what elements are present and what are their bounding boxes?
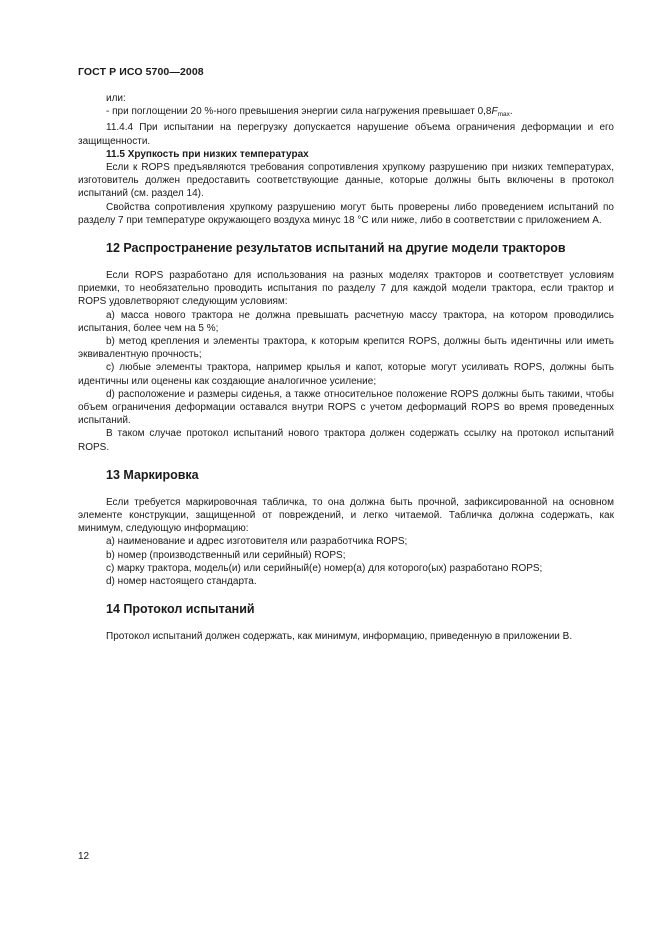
list-item-13-a: a) наименование и адрес изготовителя или разработчика ROPS; — [106, 536, 408, 548]
section-heading-13: 13 Маркировка — [106, 467, 199, 482]
list-item-13-b: b) номер (производственный или серийный) ROPS; — [106, 549, 346, 561]
list-item-12-d: d) расположение и размеры сиденья, а также относительное положение ROPS должны быть такими, чтобы объем ограничения деформации оставался внутри ROPS с учетом деформаций ROPS во время проведенных испытаний. — [78, 388, 614, 427]
subsection-heading-11-5: 11.5 Хрупкость при низких температурах — [106, 148, 309, 160]
energy-condition-text: - при поглощении 20 %-ного превышения энергии сила нагружения превышает 0,8 — [106, 106, 492, 118]
section-heading-12: 12 Распространение результатов испытаний на другие модели тракторов — [106, 241, 566, 256]
page-content — [78, 92, 614, 644]
force-subscript: max — [497, 111, 510, 119]
paragraph-12-intro: Если ROPS разработано для использования на разных моделях тракторов и соответствует условиям приемки, то необязательно проводить испытания по разделу 7 для каждой модели трактора, если трактор и ROPS удовлетворяют следующим условиям: — [78, 270, 614, 308]
page-number: 12 — [78, 851, 90, 862]
list-item-12-b: b) метод крепления и элементы трактора, к которым крепится ROPS, должны быть идентичны или иметь эквивалентную прочность; — [78, 336, 614, 361]
list-item-13-c: c) марку трактора, модель(и) или серийный(е) номер(а) для которого(ых) разработано ROPS; — [106, 562, 543, 574]
energy-condition-end: . — [509, 106, 513, 118]
list-item-12-a: a) масса нового трактора не должна превышать расчетную массу трактора, на котором проводились испытания, более чем на 5 %; — [78, 309, 614, 334]
document-header: ГОСТ Р ИСО 5700—2008 — [78, 66, 204, 78]
paragraph-energy-condition — [78, 105, 614, 121]
list-item-13-d: d) номер настоящего стандарта. — [106, 576, 257, 588]
force-symbol: F — [491, 106, 498, 118]
paragraph-11-5-2: Свойства сопротивления хрупкому разрушению могут быть проверены либо проведением испытаний по разделу 7 при температуре окружающего воздуха минус 18 °С или ниже, либо в соответствии с приложением А. — [78, 201, 614, 226]
paragraph-14: Протокол испытаний должен содержать, как минимум, информацию, приведенную в приложении В. — [106, 631, 573, 643]
section-heading-14: 14 Протокол испытаний — [106, 602, 255, 617]
paragraph-12-closing: В таком случае протокол испытаний нового трактора должен содержать ссылку на протокол испытаний ROPS. — [78, 428, 614, 453]
paragraph-11-5-1: Если к ROPS предъявляются требования сопротивления хрупкому разрушению при низких температурах, изготовитель должен предоставить соответствующие данные, которые должны быть включены в протокол испытаний (см. раздел 14). — [78, 162, 614, 200]
paragraph-or: или: — [106, 93, 126, 104]
paragraph-13-intro: Если требуется маркировочная табличка, то она должна быть прочной, зафиксированной на основном элементе конструкции, защищенной от повреждений, и легко читаемой. Табличка должна содержать, как минимум, следующую информацию: — [78, 496, 614, 535]
paragraph-11-4-4: 11.4.4 При испытании на перегрузку допускается нарушение объема ограничения деформации и его защищенности. — [78, 122, 614, 147]
list-item-12-c: c) любые элементы трактора, например крылья и капот, которые могут усиливать ROPS, должны быть идентичны или оценены как создающие аналогичное усиление; — [78, 362, 614, 387]
